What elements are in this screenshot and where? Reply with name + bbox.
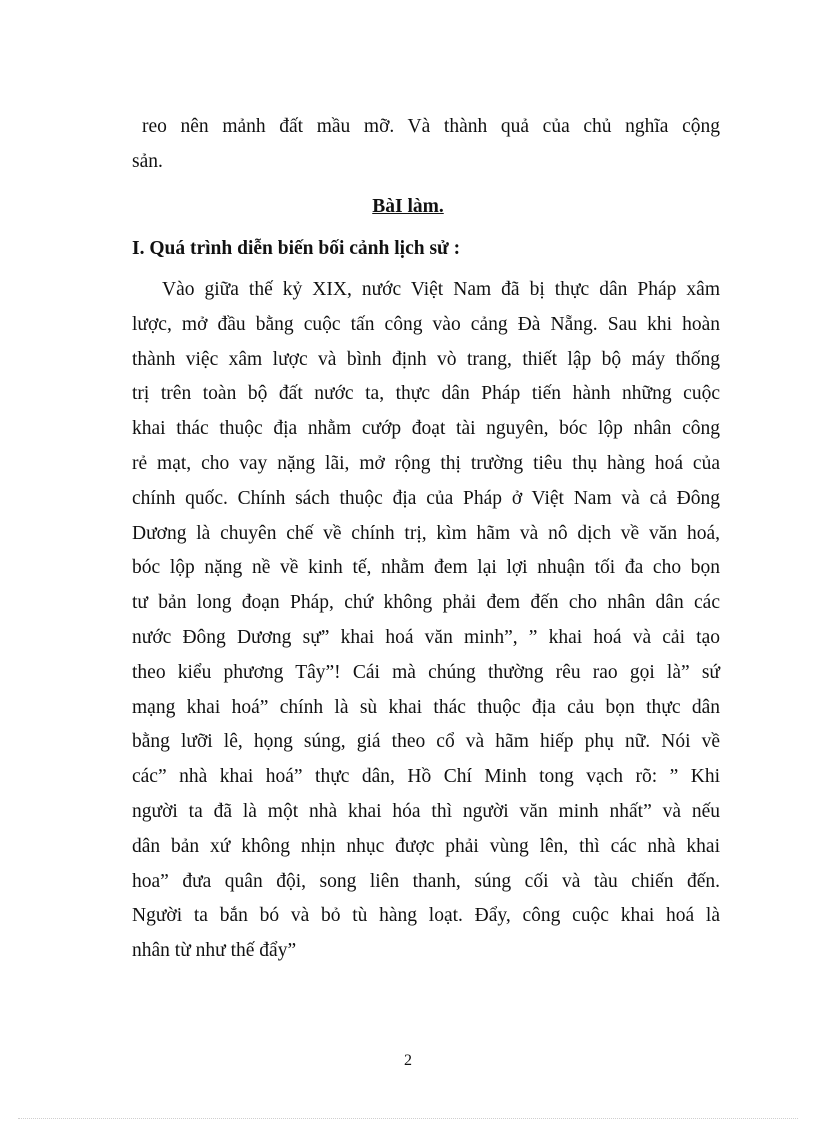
body-line: theo kiểu phương Tây”! Cái mà chúng thường rêu rao gọi là” sứ — [132, 661, 720, 683]
intro-line: sản. — [132, 150, 163, 172]
body-line: thành việc xâm lược và bình định vò trang, thiết lập bộ máy thống — [132, 348, 720, 370]
body-line: các” nhà khai hoá” thực dân, Hồ Chí Minh tong vạch rõ: ” Khi — [132, 766, 720, 788]
body-line: chính quốc. Chính sách thuộc địa của Pháp ở Việt Nam và cả Đông — [132, 487, 720, 509]
body-paragraph — [132, 273, 720, 969]
intro-paragraph — [132, 110, 720, 180]
body-line: tư bản long đoạn Pháp, chứ không phải đem đến cho nhân dân các — [132, 592, 720, 614]
body-line: Dương là chuyên chế về chính trị, kìm hãm và nô dịch về văn hoá, — [132, 522, 720, 544]
intro-line: reo nên mảnh đất mầu mỡ. Và thành quả của chủ nghĩa cộng — [142, 116, 720, 137]
essay-heading — [0, 190, 816, 224]
body-line: Vào giữa thế kỷ XIX, nước Việt Nam đã bị thực dân Pháp xâm — [162, 279, 720, 300]
body-line: nước Đông Dương sự” khai hoá văn minh”, ” khai hoá và cải tạo — [132, 626, 720, 648]
body-line: dân bản xứ không nhịn nhục được phải vùng lên, thì các nhà khai — [132, 835, 720, 857]
body-line: lược, mở đầu bằng cuộc tấn công vào cảng Đà Nẵng. Sau khi hoàn — [132, 313, 720, 335]
body-line: người ta đã là một nhà khai hóa thì người văn minh nhất” và nếu — [132, 800, 720, 822]
body-line: hoa” đưa quân đội, song liên thanh, súng cối và tàu chiến đến. — [132, 870, 720, 892]
section-title: I. Quá trình diễn biến bối cảnh lịch sử : — [132, 238, 461, 259]
body-line: mạng khai hoá” chính là sù khai thác thuộc địa cảu bọn thực dân — [132, 696, 720, 718]
body-line: bằng lưỡi lê, họng súng, giá theo cổ và hãm hiếp phụ nữ. Nói về — [132, 731, 720, 753]
body-line: khai thác thuộc địa nhằm cướp đoạt tài nguyên, bóc lộp nhân công — [132, 418, 720, 440]
body-line: bóc lộp nặng nề về kinh tế, nhằm đem lại lợi nhuận tối đa cho bọn — [132, 557, 720, 579]
page-bottom-divider — [18, 1118, 798, 1119]
body-line: rẻ mạt, cho vay nặng lãi, mở rộng thị trường tiêu thụ hàng hoá của — [132, 452, 720, 474]
body-line: trị trên toàn bộ đất nước ta, thực dân Pháp tiến hành những cuộc — [132, 383, 720, 405]
body-line: nhân từ như thế đẩy” — [132, 940, 297, 962]
page-number: 2 — [404, 1052, 412, 1069]
body-line: Người ta bắn bó và bỏ tù hàng loạt. Đẩy, công cuộc khai hoá là — [132, 905, 720, 927]
essay-heading-text: BàI làm. — [372, 196, 444, 217]
